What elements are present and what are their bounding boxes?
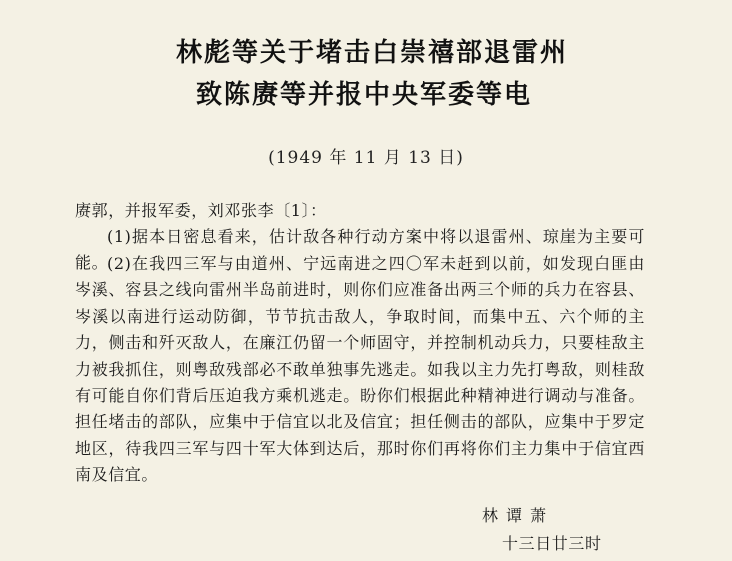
paragraph-2: (2)在我四三军与由道州、宁远南进之四〇军未赶到以前，如发现白匪由岑溪、容县之线向雷州半岛前进时，则你们应准备出两三个师的兵力在容县、岑溪以南进行运动防御，节节抗击敌人，争取时间，而集中五、六个师的主力，侧击和歼灭敌人，在廉江仍留一个师固守，并控制机动兵力，只要桂敌主力被我抓住，则粤敌残部必不敢单独事先逃走。如我以主力先打粤敌，则桂敌有可能自你们背后压迫我方乘机逃走。盼你们根据此种精神进行调动与准备。担任堵击的部队，应集中于信宜以北及信宜；担任侧击的部队，应集中于罗定地区，待我四三军与四十军大体到达后，那时你们再将你们主力集中于信宜西南及信宜。 [75, 254, 645, 485]
salutation: 赓郭，并报军委，刘邓张李〔1〕： [75, 201, 327, 220]
document-title-line-2: 致陈赓等并报中央军委等电 [195, 80, 532, 110]
document-date: (1949 年 11 月 13 日) [268, 148, 464, 168]
signature-time: 十三日廿三时 [502, 534, 602, 553]
signature: 林谭萧 [482, 506, 555, 525]
document-title-line-1: 林彪等关于堵击白崇禧部退雷州 [175, 38, 568, 68]
paragraph-1: (1)据本日密息看来，估计敌各种行动方案中将以退雷州、琼崖为主要可能。 [75, 227, 645, 273]
